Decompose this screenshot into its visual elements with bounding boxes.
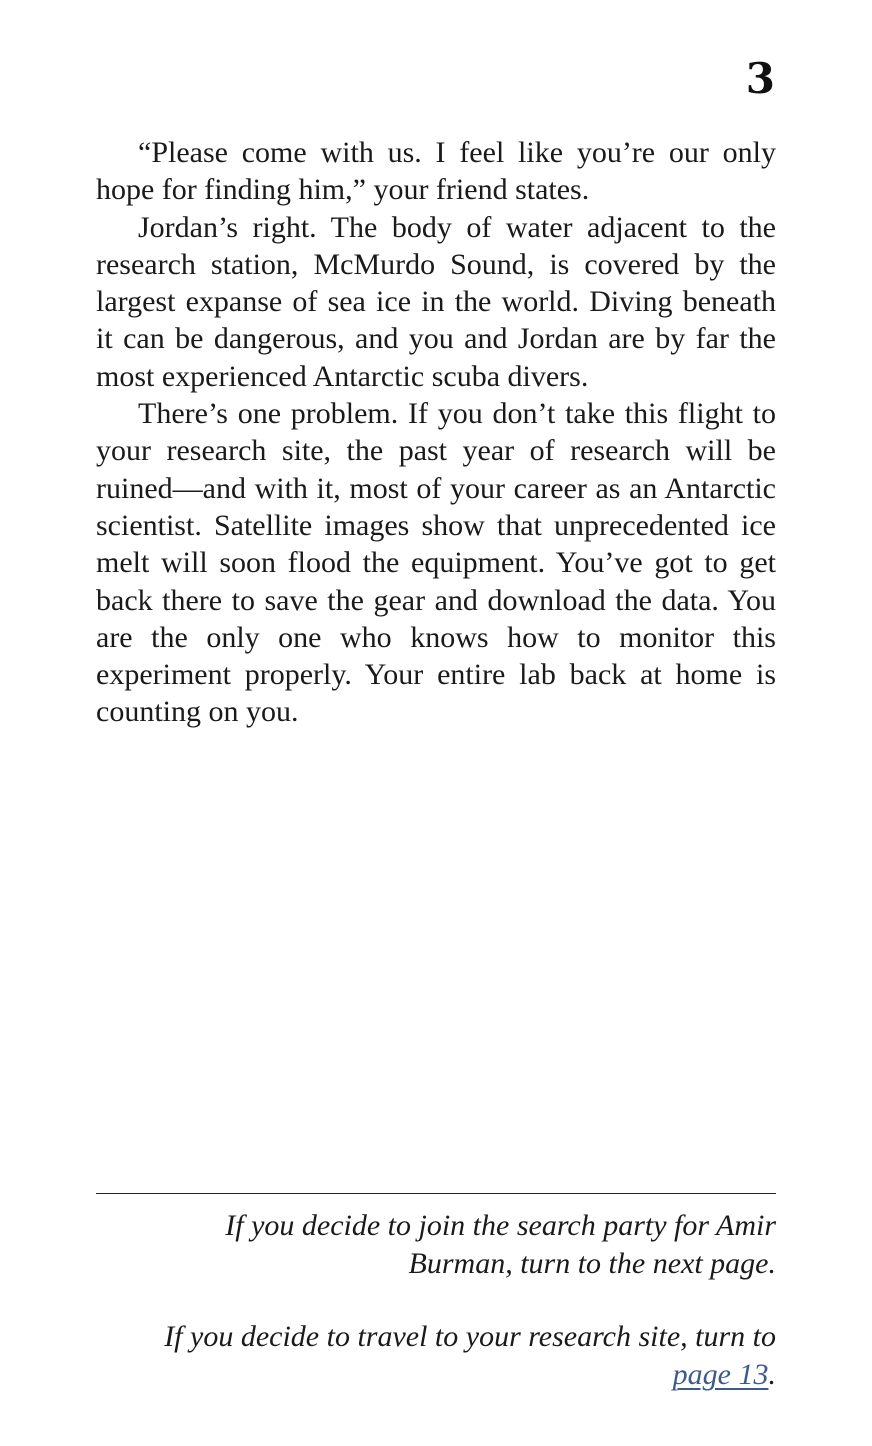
choice-research-site [96,1318,776,1393]
paragraph-one-problem: There’s one problem. If you don’t take this flight to your research site, the past year of research will be ruined—and with it, most of your career as an Antarctic scientist. Satellite images show that unprecedented ice melt will soon flood the equipment. You’ve got to get back there to save the gear and download the data. You are the only one who knows how to monitor this experiment properly. Your entire lab back at home is counting on you. [96,397,776,729]
choices-divider [96,1193,776,1194]
choice-search-party: If you decide to join the search party for Amir Burman, turn to the next page. [225,1209,776,1280]
choice-research-site-period: . [768,1357,776,1391]
page-13-link[interactable]: page 13 [672,1357,769,1391]
page-number: 3 [745,54,775,103]
story-text [96,134,776,731]
paragraph-jordan-right: Jordan’s right. The body of water adjacent to the research station, McMurdo Sound, is covered by the largest expanse of sea ice in the world. Diving beneath it can be dangerous, and you and Jordan are by far the most experienced Antarctic scuba divers. [96,210,776,393]
choice-research-site-text: If you decide to travel to your research site, turn to [164,1320,776,1353]
paragraph-dialogue: “Please come with us. I feel like you’re our only hope for finding him,” your friend states. [96,136,776,207]
choices-section [96,1207,776,1393]
